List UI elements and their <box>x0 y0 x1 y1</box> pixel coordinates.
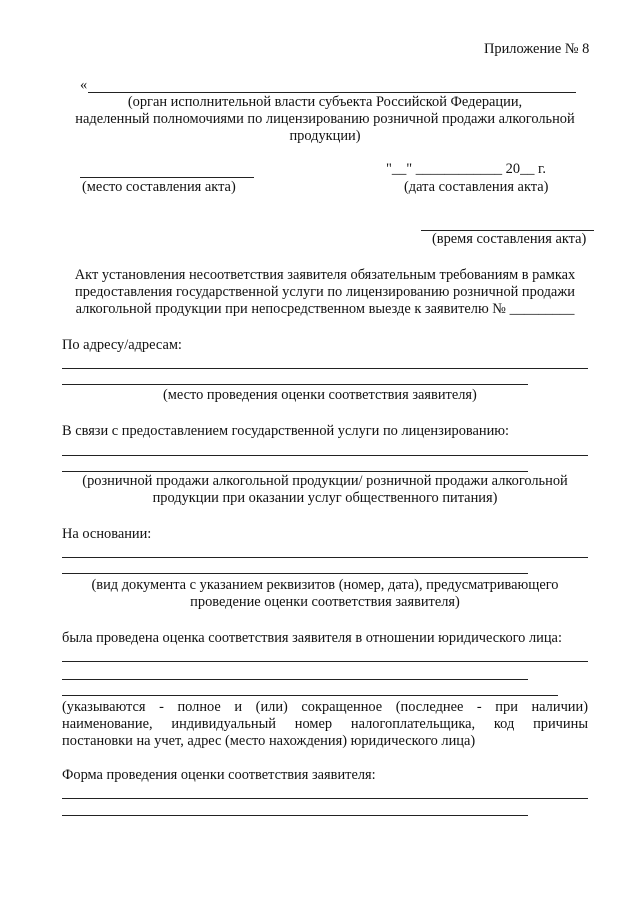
basis-blank-line-2[interactable] <box>62 573 528 574</box>
legal-entity-blank-line-3[interactable] <box>62 695 558 696</box>
date-caption: (дата составления акта) <box>404 179 549 195</box>
basis-caption-line-2: проведение оценки соответствия заявителя) <box>190 594 460 610</box>
authority-caption-line-3: продукции) <box>289 128 361 144</box>
legal-entity-blank-line-1[interactable] <box>62 661 588 662</box>
legal-entity-caption-line-1: (указываются - полное и (или) сокращенное (последнее - при наличии) <box>62 699 588 715</box>
time-caption: (время составления акта) <box>432 231 587 247</box>
basis-blank-line-1[interactable] <box>62 557 588 558</box>
place-caption: (место составления акта) <box>82 179 236 195</box>
appendix-number: Приложение № 8 <box>484 41 590 57</box>
address-blank-line-1[interactable] <box>62 368 588 369</box>
place-blank-line[interactable] <box>80 177 254 178</box>
address-caption: (место проведения оценки соответствия заявителя) <box>163 387 477 403</box>
service-caption-line-2: продукции при оказании услуг общественного питания) <box>152 490 498 506</box>
authority-blank-line[interactable] <box>88 92 576 93</box>
open-quote: « <box>80 77 88 93</box>
address-blank-line-2[interactable] <box>62 384 528 385</box>
service-blank-line-2[interactable] <box>62 471 528 472</box>
act-title-line-3: алкогольной продукции при непосредственном выезде к заявителю № _________ <box>75 301 575 317</box>
form-blank-line-1[interactable] <box>62 798 588 799</box>
service-caption-line-1: (розничной продажи алкогольной продукции/ розничной продажи алкогольной <box>82 473 568 489</box>
authority-caption-line-1: (орган исполнительной власти субъекта Российской Федерации, <box>127 94 523 110</box>
basis-label: На основании: <box>62 526 152 542</box>
service-label: В связи с предоставлением государственной услуги по лицензированию: <box>62 423 510 439</box>
date-template[interactable]: "__" ____________ 20__ г. <box>386 161 546 177</box>
legal-entity-blank-line-2[interactable] <box>62 679 528 680</box>
legal-entity-caption-line-3: постановки на учет, адрес (место нахождения) юридического лица) <box>62 733 476 749</box>
service-blank-line-1[interactable] <box>62 455 588 456</box>
form-blank-line-2[interactable] <box>62 815 528 816</box>
legal-entity-label: была проведена оценка соответствия заявителя в отношении юридического лица: <box>62 630 562 646</box>
address-label: По адресу/адресам: <box>62 337 182 353</box>
authority-caption-line-2: наделенный полномочиями по лицензированию розничной продажи алкогольной <box>75 111 575 127</box>
basis-caption-line-1: (вид документа с указанием реквизитов (номер, дата), предусматривающего <box>91 577 559 593</box>
legal-entity-caption-line-2: наименование, индивидуальный номер налогоплательщика, код причины <box>62 716 588 732</box>
act-title-line-1: Акт установления несоответствия заявителя обязательным требованиям в рамках <box>74 267 576 283</box>
act-title-line-2: предоставления государственной услуги по лицензированию розничной продажи <box>75 284 575 300</box>
form-label: Форма проведения оценки соответствия заявителя: <box>62 767 376 783</box>
